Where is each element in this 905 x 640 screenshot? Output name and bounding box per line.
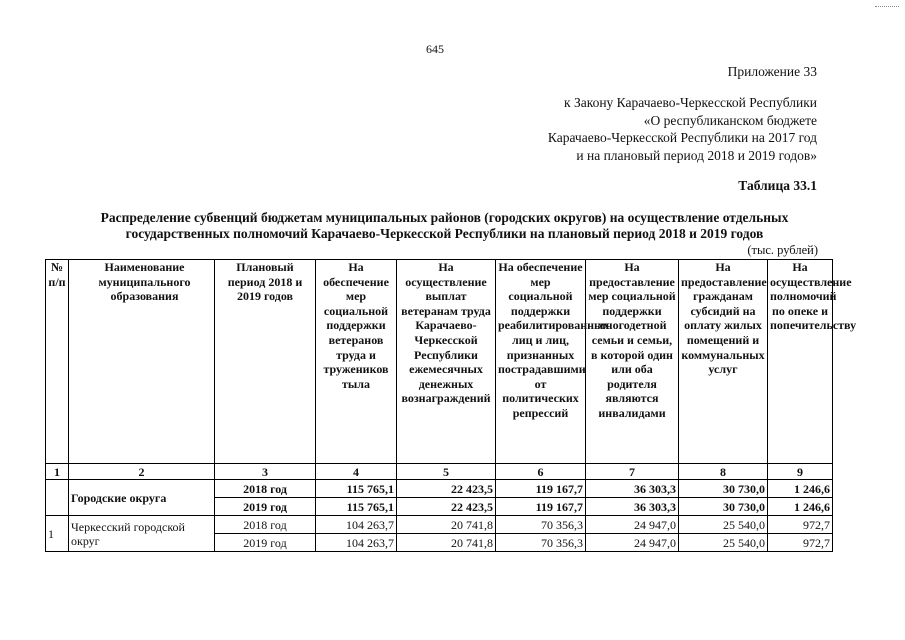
column-number: 2: [69, 464, 215, 480]
column-header: Наименование муниципального образования: [69, 260, 215, 464]
year-cell: 2019 год: [215, 498, 316, 516]
value-cell: 119 167,7: [496, 498, 586, 516]
row-index: [46, 480, 69, 516]
column-header: На осуществление выплат ветеранам труда Карачаево-Черкесской Республики ежемесячных денежных вознаграждений: [397, 260, 496, 464]
row-index: 1: [46, 516, 69, 552]
column-header: № п/п: [46, 260, 69, 464]
column-number: 6: [496, 464, 586, 480]
value-cell: 22 423,5: [397, 498, 496, 516]
column-header: На предоставление мер социальной поддержки многодетной семьи и семьи, в которой один или оба родителя являются инвалидами: [586, 260, 679, 464]
table-row: [46, 480, 833, 498]
value-cell: 30 730,0: [679, 480, 768, 498]
value-cell: 1 246,6: [768, 480, 833, 498]
law-reference: [548, 94, 817, 164]
year-cell: 2019 год: [215, 534, 316, 552]
table-header-row: [46, 260, 833, 464]
law-reference-line: и на плановый период 2018 и 2019 годов»: [576, 147, 817, 163]
units-label: (тыс. рублей): [747, 243, 818, 257]
value-cell: 30 730,0: [679, 498, 768, 516]
subvention-table: [45, 259, 857, 552]
column-header: На обеспечение мер социальной поддержки ветеранов труда и тружеников тыла: [316, 260, 397, 464]
column-number: 1: [46, 464, 69, 480]
appendix-title: Приложение 33: [727, 64, 817, 79]
column-header: На предоставление гражданам субсидий на оплату жилых помещений и коммунальных услуг: [679, 260, 768, 464]
column-number-row: [46, 464, 833, 480]
value-cell: 115 765,1: [316, 498, 397, 516]
column-number: 7: [586, 464, 679, 480]
column-number: 4: [316, 464, 397, 480]
value-cell: 36 303,3: [586, 480, 679, 498]
value-cell: 25 540,0: [679, 534, 768, 552]
law-reference-line: к Закону Карачаево-Черкесской Республики: [564, 95, 817, 110]
column-header: На обеспечение мер социальной поддержки реабилитированных лиц и лиц, признанных пострадавшими от политических репрессий: [496, 260, 586, 464]
column-number: 9: [768, 464, 833, 480]
column-number: 5: [397, 464, 496, 480]
table-row: [46, 516, 833, 534]
value-cell: 70 356,3: [496, 534, 586, 552]
value-cell: 1 246,6: [768, 498, 833, 516]
value-cell: 104 263,7: [316, 516, 397, 534]
value-cell: 104 263,7: [316, 534, 397, 552]
page-number: 645: [426, 42, 444, 56]
value-cell: 115 765,1: [316, 480, 397, 498]
row-name: Городские округа: [69, 480, 215, 516]
column-number: 3: [215, 464, 316, 480]
value-cell: 20 741,8: [397, 534, 496, 552]
law-reference-line: «О республиканском бюджете: [643, 112, 817, 128]
value-cell: 972,7: [768, 534, 833, 552]
value-cell: 25 540,0: [679, 516, 768, 534]
table-title: Таблица 33.1: [738, 178, 817, 193]
value-cell: 20 741,8: [397, 516, 496, 534]
column-header: Плановый период 2018 и 2019 годов: [215, 260, 316, 464]
value-cell: 24 947,0: [586, 534, 679, 552]
value-cell: 24 947,0: [586, 516, 679, 534]
law-reference-line: Карачаево-Черкесской Республики на 2017 год: [547, 130, 817, 145]
value-cell: 119 167,7: [496, 480, 586, 498]
row-name: Черкесский городской округ: [69, 516, 215, 552]
value-cell: 70 356,3: [496, 516, 586, 534]
value-cell: 36 303,3: [586, 498, 679, 516]
value-cell: 972,7: [768, 516, 833, 534]
column-header: На осуществление полномочий по опеке и попечительству: [768, 260, 833, 464]
document-heading: Распределение субвенций бюджетам муниципальных районов (городских округов) на осуществление отдельных государственных полномочий Карачаево-Черкесской Республики на плановый период 2018 и 2019 годов: [100, 210, 789, 241]
value-cell: 22 423,5: [397, 480, 496, 498]
scan-mark: [875, 6, 899, 7]
year-cell: 2018 год: [215, 480, 316, 498]
column-number: 8: [679, 464, 768, 480]
year-cell: 2018 год: [215, 516, 316, 534]
